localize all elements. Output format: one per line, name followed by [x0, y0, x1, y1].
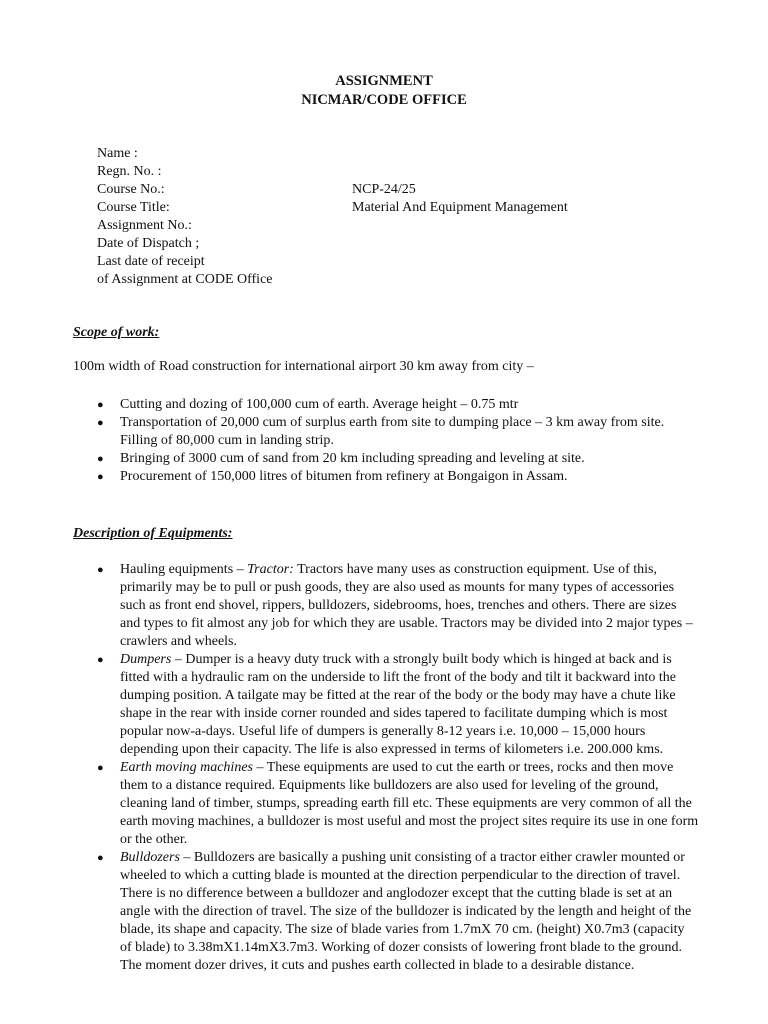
assignment-fields	[97, 145, 697, 289]
equipments-list	[97, 561, 699, 975]
item-text: – Bulldozers are basically a pushing unit consisting of a tractor either crawler mounted or wheeled to which a cutting blade is mounted at the direction perpendicular to the direction of travel. There is no difference between a bulldozer and anglodozer except that the cutting blade is set at an angle with the direction of travel. The size of the bulldozer is indicated by the length and height of the blade, its shape and capacity. The size of blade varies from 1.7mX 70 cm. (height) X0.7m3 (capacity of blade) to 3.38mX1.14mX3.7m3. Working of dozer consists of lowering front blade to the ground. The moment dozer drives, it cuts and pushes earth collected in blade to a desirable distance.	[120, 850, 692, 973]
field-label: Course No.:	[97, 182, 165, 197]
office-title: NICMAR/CODE OFFICE	[301, 92, 467, 108]
bullet-icon: ●	[97, 654, 104, 666]
bullet-icon: ●	[97, 471, 104, 483]
list-item-text: Procurement of 150,000 litres of bitumen from refinery at Bongaigon in Assam.	[120, 469, 568, 484]
field-row-assignment-no	[97, 217, 697, 235]
list-item	[97, 759, 699, 849]
field-row-name	[97, 145, 697, 163]
assignment-title: ASSIGNMENT	[335, 73, 433, 89]
scope-heading: Scope of work:	[73, 325, 160, 340]
field-label: Name :	[97, 146, 138, 161]
bullet-icon: ●	[97, 399, 104, 411]
field-row-course-no	[97, 181, 697, 199]
list-item	[97, 468, 697, 486]
list-item	[97, 651, 699, 759]
field-label: Date of Dispatch ;	[97, 236, 200, 251]
list-item	[97, 396, 697, 414]
field-label: Assignment No.:	[97, 218, 192, 233]
field-value: Material And Equipment Management	[352, 200, 568, 215]
bullet-icon: ●	[97, 852, 104, 864]
list-item	[97, 450, 697, 468]
field-row-receipt	[97, 271, 697, 289]
field-label: Last date of receipt	[97, 254, 205, 269]
list-item-text: Bringing of 3000 cum of sand from 20 km including spreading and leveling at site.	[120, 451, 585, 466]
item-term: Tractor:	[247, 562, 294, 577]
list-item	[97, 849, 699, 975]
field-label: of Assignment at CODE Office	[97, 272, 273, 287]
bullet-icon: ●	[97, 762, 104, 774]
item-text: – Dumper is a heavy duty truck with a strongly built body which is hinged at back and is fitted with a hydraulic ram on the underside to lift the front of the body and tilt it backward into the dumping position. A tailgate may be fitted at the rear of the body or the body may have a chute like shape in the rear with inside corner rounded and sides tapered to facilitate dumping which is most popular now-a-days. Useful life of dumpers is generally 8-12 years i.e. 10,000 – 15,000 hours depending upon their capacity. The life is also expressed in terms of kilometers i.e. 200.000 kms.	[120, 652, 676, 757]
bullet-icon: ●	[97, 417, 104, 429]
item-prefix: Hauling equipments –	[120, 562, 248, 577]
field-row-regn	[97, 163, 697, 181]
field-label: Regn. No. :	[97, 164, 162, 179]
item-term: Dumpers	[120, 652, 172, 667]
scope-list	[97, 396, 697, 486]
field-row-dispatch	[97, 235, 697, 253]
list-item-text: Transportation of 20,000 cum of surplus earth from site to dumping place – 3 km away from site. Filling of 80,000 cum in landing strip.	[120, 415, 665, 448]
bullet-icon: ●	[97, 564, 104, 576]
list-item	[97, 561, 699, 651]
item-term: Bulldozers	[120, 850, 180, 865]
equipments-heading: Description of Equipments:	[73, 526, 233, 541]
field-row-course-title	[97, 199, 697, 217]
scope-intro: 100m width of Road construction for international airport 30 km away from city –	[73, 359, 534, 374]
bullet-icon: ●	[97, 453, 104, 465]
field-value: NCP-24/25	[352, 182, 416, 197]
item-text: Tractors have many uses as construction equipment. Use of this, primarily may be to pull or push goods, they are also used as mounts for many types of accessories such as front end shovel, rippers, bulldozers, sidebrooms, hoes, trenches and others. There are sizes and types to fit almost any job for which they are usable. Tractors may be divided into 2 major types – crawlers and wheels.	[120, 562, 693, 649]
list-item-text: Cutting and dozing of 100,000 cum of earth. Average height – 0.75 mtr	[120, 397, 519, 412]
list-item	[97, 414, 697, 450]
item-text: – These equipments are used to cut the earth or trees, rocks and then move them to a distance required. Equipments like bulldozers are also used for leveling of the ground, cleaning land of timber, stumps, spreading earth fill etc. These equipments are very common of all the earth moving machines, a bulldozer is most useful and most the project sites require its use in one form or the other.	[120, 760, 699, 847]
field-row-last-date	[97, 253, 697, 271]
field-label: Course Title:	[97, 200, 170, 215]
item-term: Earth moving machines	[120, 760, 253, 775]
